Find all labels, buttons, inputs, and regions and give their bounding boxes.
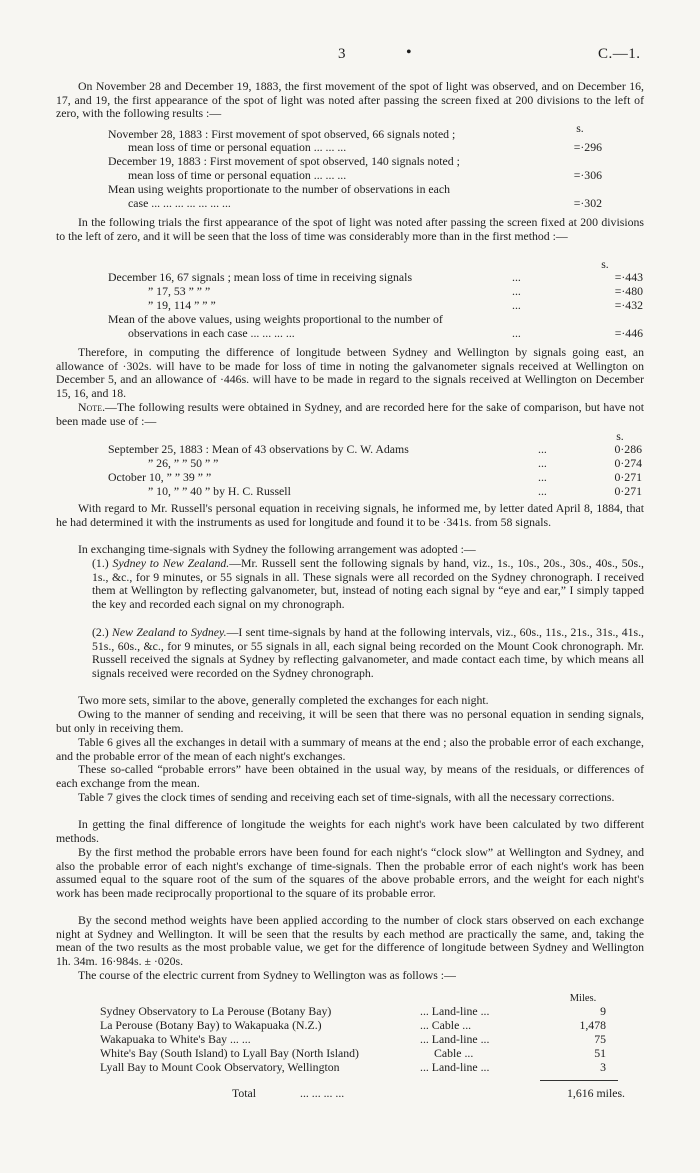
sydney-result-row: ” 10, ” ” 40 ” by H. C. Russell — [148, 484, 291, 498]
second-paragraph: In the following trials the first appearance of the spot of light was noted after passing the screen fixed at 200 divisions to the left of zero, and it will be seen that the loss of time was considerably more than in the first method :— — [56, 215, 644, 243]
second-result-row: ” 17, 53 ” ” ” — [148, 284, 211, 298]
course-route: White's Bay (South Island) to Lyall Bay (North Island) — [100, 1046, 359, 1060]
course-unit: Miles. — [569, 993, 597, 1004]
paragraph-two-more: Two more sets, similar to the above, generally completed the exchanges for each night. — [78, 693, 489, 707]
paragraph-first-method: By the first method the probable errors have been found for each night's “clock slow” at Wellington and Sydney, and also the probable error of each night's exchange of time-signals. Then the probable error of each night's work has been assumed equal to the square root of the sum of the squares of the above probable errors, and the weight for each night's work has been made reciprocally proportional to the square of its probable error. — [56, 845, 644, 901]
first-result-line: Mean using weights proportionate to the number of observations in each — [108, 182, 451, 196]
first-results-unit: s. — [576, 121, 584, 135]
exchange-intro: In exchanging time-signals with Sydney the following arrangement was adopted :— — [78, 542, 476, 556]
second-result-value: =·480 — [614, 284, 643, 298]
course-type: Cable ... — [434, 1046, 474, 1060]
course-route: Wakapuaka to White's Bay ... ... — [100, 1032, 251, 1046]
sydney-result-value: 0·274 — [614, 456, 642, 470]
first-result-line: December 19, 1883 : First movement of spot observed, 140 signals noted ; — [108, 154, 460, 168]
course-miles: 75 — [594, 1032, 606, 1046]
sydney-result-value: 0·271 — [614, 484, 642, 498]
second-result-dots: ... — [512, 270, 521, 284]
paragraph-table-6: Table 6 gives all the exchanges in detail with a summary of means at the end ; also the probable error of each exchange, and the probable error of the mean of each night's exchanges. — [56, 735, 644, 763]
sydney-result-dots: ... — [538, 456, 547, 470]
note-text: —The following results were obtained in Sydney, and are recorded here for the sake of comparison, but have not been made use of :— — [56, 400, 644, 428]
item-1-label: (1.) — [92, 556, 113, 570]
document-reference: C.—1. — [598, 46, 641, 62]
item-2-text: —I sent time-signals by hand at the following intervals, viz., 60s., 11s., 21s., 31s., 41s., 51s., 60s., &c., for 9 minutes, or 55 signals in all, each signal being recorded on the Mount Cook chronograph. Mr. Russell received the signals at Sydney by reflecting galvanometer, and made contact each time, by which means all signals received were recorded on the Sydney chronograph. — [92, 625, 644, 681]
russell-paragraph: With regard to Mr. Russell's personal equation in receiving signals, he informed me, by letter dated April 8, 1884, that he had determined it with the instruments as used for longitude and found it to be ·341s. from 58 signals. — [56, 501, 644, 529]
sydney-result-row: ” 26, ” ” 50 ” ” — [148, 456, 219, 470]
first-result-line: November 28, 1883 : First movement of spot observed, 66 signals noted ; — [108, 127, 456, 141]
course-miles: 3 — [600, 1060, 606, 1074]
intro-paragraph: On November 28 and December 19, 1883, the first movement of the spot of light was observed, and on December 16, 17, and 19, the first appearance of the spot of light was noted after passing the screen fixed at 200 divisions to the left of zero, with the following results :— — [56, 79, 644, 121]
note-label: Note. — [78, 400, 106, 414]
course-total-dots: ... ... ... ... — [300, 1086, 345, 1100]
item-1-text: —Mr. Russell sent the following signals by hand, viz., 1s., 10s., 20s., 30s., 40s., 50s., 1s., &c., for 9 minutes, or 55 signals in all. These signals were all recorded on the Sydney chronograph. I received them at Wellington by reflecting galvanometer, but, instead of noting each signal by “eye and ear,” I simply tapped the key and recorded each signal on my chronograph. — [92, 556, 644, 612]
total-rule — [540, 1080, 618, 1081]
second-mean-dots: ... — [512, 326, 521, 340]
item-2-label: (2.) — [92, 625, 113, 639]
course-total-label: Total — [232, 1086, 257, 1100]
paragraph-these: These so-called “probable errors” have been obtained in the usual way, by means of the residuals, or differences of each exchange from the mean. — [56, 762, 644, 790]
header-dot: • — [406, 44, 412, 61]
paragraph-second-method: By the second method weights have been applied according to the number of clock stars observed on each exchange night at Sydney and Wellington. It will be seen that the results by each method are practically the same, and, taking the mean of the two results as the most probable value, we get for the difference of longitude between Sydney and Wellington 1h. 34m. 16·984s. ± ·020s. — [56, 913, 644, 969]
second-result-value: =·443 — [614, 270, 643, 284]
sydney-result-row: September 25, 1883 : Mean of 43 observations by C. W. Adams — [108, 442, 409, 456]
first-result-value: =·306 — [573, 168, 602, 182]
paragraph-getting: In getting the final difference of longitude the weights for each night's work have been calculated by two different methods. — [56, 817, 644, 845]
course-type: ... Cable ... — [420, 1018, 472, 1032]
paragraph-table-7: Table 7 gives the clock times of sending and receiving each set of time-signals, with all the necessary corrections. — [78, 790, 615, 804]
item-2-title: New Zealand to Sydney. — [112, 625, 227, 639]
second-mean-value: =·446 — [614, 326, 643, 340]
sydney-result-value: 0·271 — [614, 470, 642, 484]
course-route: La Perouse (Botany Bay) to Wakapuaka (N.Z.) — [100, 1018, 322, 1032]
first-result-line: case ... ... ... ... ... ... ... — [128, 196, 231, 210]
sydney-result-dots: ... — [538, 470, 547, 484]
sydney-results-unit: s. — [616, 429, 624, 443]
course-total-value: 1,616 miles. — [567, 1086, 625, 1100]
exchange-item-1 — [92, 557, 644, 612]
first-result-value: =·302 — [573, 196, 602, 210]
sydney-result-dots: ... — [538, 484, 547, 498]
therefore-paragraph: Therefore, in computing the difference of longitude between Sydney and Wellington by signals going east, an allowance of ·302s. will have to be made for loss of time in noting the galvanometer signals received at Wellington on December 5, and an allowance of ·446s. will have to be made in regard to the signals received at Wellington on December 15, 16, and 18. — [56, 345, 644, 401]
second-mean-line: Mean of the above values, using weights proportional to the number of — [108, 312, 443, 326]
second-result-row: ” 19, 114 ” ” ” — [148, 298, 216, 312]
item-1-title: Sydney to New Zealand. — [112, 556, 230, 570]
second-result-dots: ... — [512, 298, 521, 312]
second-results-unit: s. — [601, 257, 609, 271]
course-miles: 1,478 — [579, 1018, 606, 1032]
course-miles: 51 — [594, 1046, 606, 1060]
course-type: ... Land-line ... — [420, 1004, 490, 1018]
course-type: ... Land-line ... — [420, 1060, 490, 1074]
exchange-item-2 — [92, 626, 644, 681]
second-result-dots: ... — [512, 284, 521, 298]
first-result-line: mean loss of time or personal equation ... ... ... — [128, 140, 347, 154]
first-result-line: mean loss of time or personal equation ... ... ... — [128, 168, 347, 182]
second-mean-line: observations in each case ... ... ... ... — [128, 326, 295, 340]
second-result-value: =·432 — [614, 298, 643, 312]
course-type: ... Land-line ... — [420, 1032, 490, 1046]
second-result-row: December 16, 67 signals ; mean loss of time in receiving signals — [108, 270, 413, 284]
sydney-result-value: 0·286 — [614, 442, 642, 456]
course-miles: 9 — [600, 1004, 606, 1018]
note-paragraph — [56, 401, 644, 428]
course-intro: The course of the electric current from Sydney to Wellington was as follows :— — [78, 968, 456, 982]
course-route: Sydney Observatory to La Perouse (Botany Bay) — [100, 1004, 332, 1018]
first-result-value: =·296 — [573, 140, 602, 154]
course-route: Lyall Bay to Mount Cook Observatory, Wellington — [100, 1060, 340, 1074]
sydney-result-row: October 10, ” ” 39 ” ” — [108, 470, 212, 484]
page-number: 3 — [338, 46, 346, 62]
sydney-result-dots: ... — [538, 442, 547, 456]
paragraph-owing: Owing to the manner of sending and receiving, it will be seen that there was no personal equation in sending signals, but only in receiving them. — [56, 707, 644, 735]
